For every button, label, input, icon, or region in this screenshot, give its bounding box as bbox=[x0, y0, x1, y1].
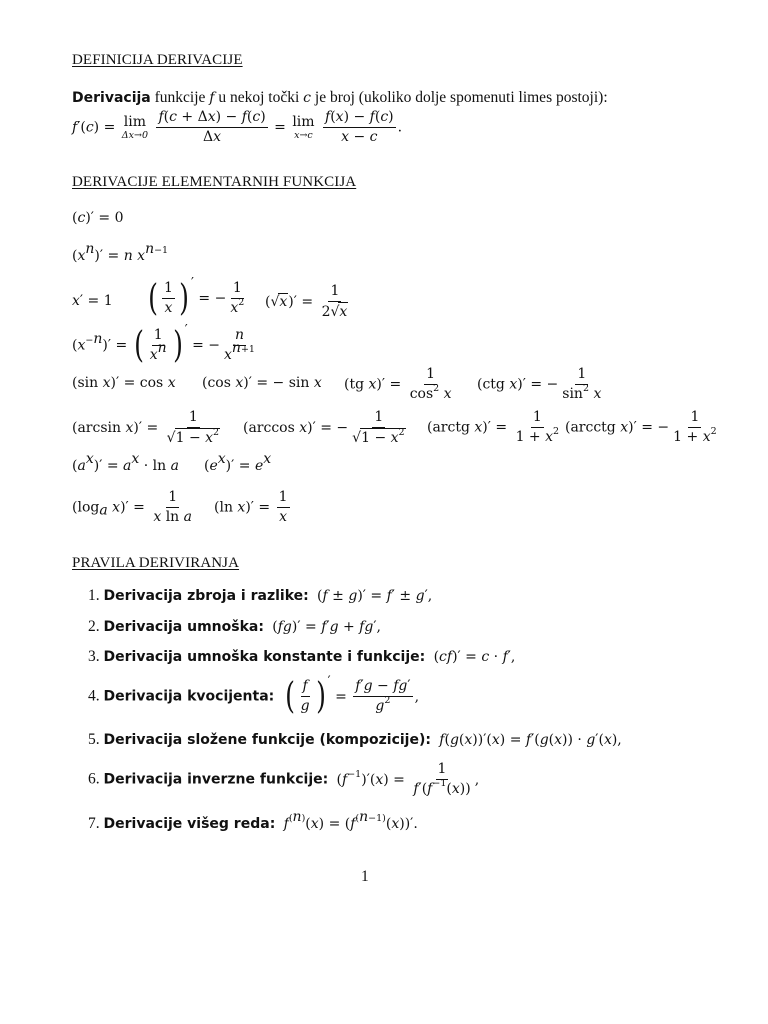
rule-label: Derivacija kvocijenta bbox=[103, 688, 269, 705]
definition-sentence bbox=[72, 89, 608, 107]
rule-label: Derivacija umnoška konstante i funkcije bbox=[103, 649, 420, 665]
symbol-c: c bbox=[303, 90, 312, 106]
formula-log-a: ($\log_a$ x)′ = $\frac{1}{\text{x ln a}}$ bbox=[72, 489, 193, 525]
formula-arcsin: (arcsin x)′ = $\frac{1}{√1 - x^2}$ bbox=[72, 409, 220, 446]
rule-item-3: 3. Derivacija umnoška konstante i funkcije: (cf)′ = c · f′, bbox=[88, 648, 516, 665]
formula-sin: (sin x)′ = cos x bbox=[72, 375, 176, 391]
derivative-definition-formula: f′(c) = lim Δx→0 $\frac{f(c + \Delta x) - f(c)}{\Delta x}$ = lim x→c $\frac{f(x) - f(c)}{x - c}$ . bbox=[72, 109, 403, 145]
formula-exp-e: $(e^x)' = e^x$ bbox=[204, 451, 272, 474]
rule-label: Derivacije višeg reda bbox=[103, 816, 270, 832]
rule-number: 7. bbox=[88, 815, 100, 832]
formula-ctg: (ctg x)′ = − $\frac{1}{\sin^2 x}$ bbox=[477, 366, 602, 402]
formula-reciprocal: ( $\frac{1}{x}$ ) ′ = − $\frac{1}{x^2}$ bbox=[148, 275, 245, 319]
formula-constant: (c)′ = 0 bbox=[72, 210, 124, 226]
rule-number: 3. bbox=[88, 648, 100, 665]
rule-label: Derivacija umnoška bbox=[103, 619, 259, 635]
rule-label: Derivacija složene funkcije (kompozicije) bbox=[103, 732, 426, 748]
formula-arccos: (arccos x)′ = − $\frac{1}{√1 - x^2}$ bbox=[243, 409, 405, 446]
symbol-f: f bbox=[209, 90, 215, 106]
definition-text-2: u nekoj točki bbox=[218, 89, 300, 106]
rule-number: 6. bbox=[88, 770, 100, 788]
rule-item-1: 1. Derivacija zbroja i razlike: (f ± g)′ = f′ ± g′, bbox=[88, 587, 433, 604]
page-number: 1 bbox=[361, 868, 369, 885]
rule-number: 5. bbox=[88, 731, 100, 748]
formula-arcctg: (arcctg x)′ = − $\frac{1}{1 + x^2}$ bbox=[565, 409, 717, 445]
formula-sqrt: (√x)′ = $\frac{1}{2√x}$ bbox=[265, 283, 348, 320]
rule-number: 1. bbox=[88, 587, 100, 604]
definition-heading: DEFINICIJA DERIVACIJE bbox=[72, 52, 243, 68]
rule-item-2: 2. Derivacija umnoška: (fg)′ = f′g + fg′, bbox=[88, 618, 381, 635]
rule-item-7: 7. Derivacije višeg reda: $f^{(n)}(x) = (f^{(n-1)}(x))'$. bbox=[88, 809, 418, 832]
formula-ln: (ln x)′ = $\frac{1}{x}$ bbox=[214, 489, 288, 525]
rule-item-6: 6. Derivacija inverzne funkcije: $(f^{-1})'(x)$ = $\frac{1}{f'(f^{-1}(x))}$ , bbox=[88, 761, 480, 797]
rule-number: 4. bbox=[88, 687, 100, 705]
formula-identity: x′ = 1 bbox=[72, 293, 113, 309]
formula-power: $(x^n)' = n$ $x^{n-1}$ bbox=[72, 241, 169, 264]
rule-label: Derivacija zbroja i razlike bbox=[103, 588, 304, 604]
formula-cos: (cos x)′ = − sin x bbox=[202, 375, 322, 391]
formula-arctg: (arctg x)′ = $\frac{1}{1 + x^2}$ bbox=[427, 409, 560, 445]
formula-negative-power: $(x^{-n})'$ = ( $\frac{1}{x^n}$ ) ′ = − $\frac{n}{x^{n+1}}$ bbox=[72, 322, 255, 366]
rule-number: 2. bbox=[88, 618, 100, 635]
elementary-heading: DERIVACIJE ELEMENTARNIH FUNKCIJA bbox=[72, 174, 357, 190]
formula-tg: (tg x)′ = $\frac{1}{\cos^2 x}$ bbox=[344, 366, 452, 402]
rule-item-4: 4. Derivacija kvocijenta: ( $\frac{f}{g}$ ) ′ = $\frac{f'g - fg'}{g^2}$ , bbox=[88, 673, 420, 717]
rules-heading: PRAVILA DERIVIRANJA bbox=[72, 555, 240, 571]
rule-label: Derivacija inverzne funkcije bbox=[103, 771, 323, 788]
definition-term: Derivacija bbox=[72, 90, 151, 106]
rule-item-5: 5. Derivacija složene funkcije (kompozicije): f(g(x))′(x) = f′(g(x)) · g′(x), bbox=[88, 731, 622, 748]
formula-exponential: $(a^x)' = a^x \cdot \ln a$ bbox=[72, 451, 179, 474]
definition-text-1: funkcije bbox=[154, 89, 206, 106]
definition-text-3: je broj (ukoliko dolje spomenuti limes postoji): bbox=[314, 89, 608, 106]
